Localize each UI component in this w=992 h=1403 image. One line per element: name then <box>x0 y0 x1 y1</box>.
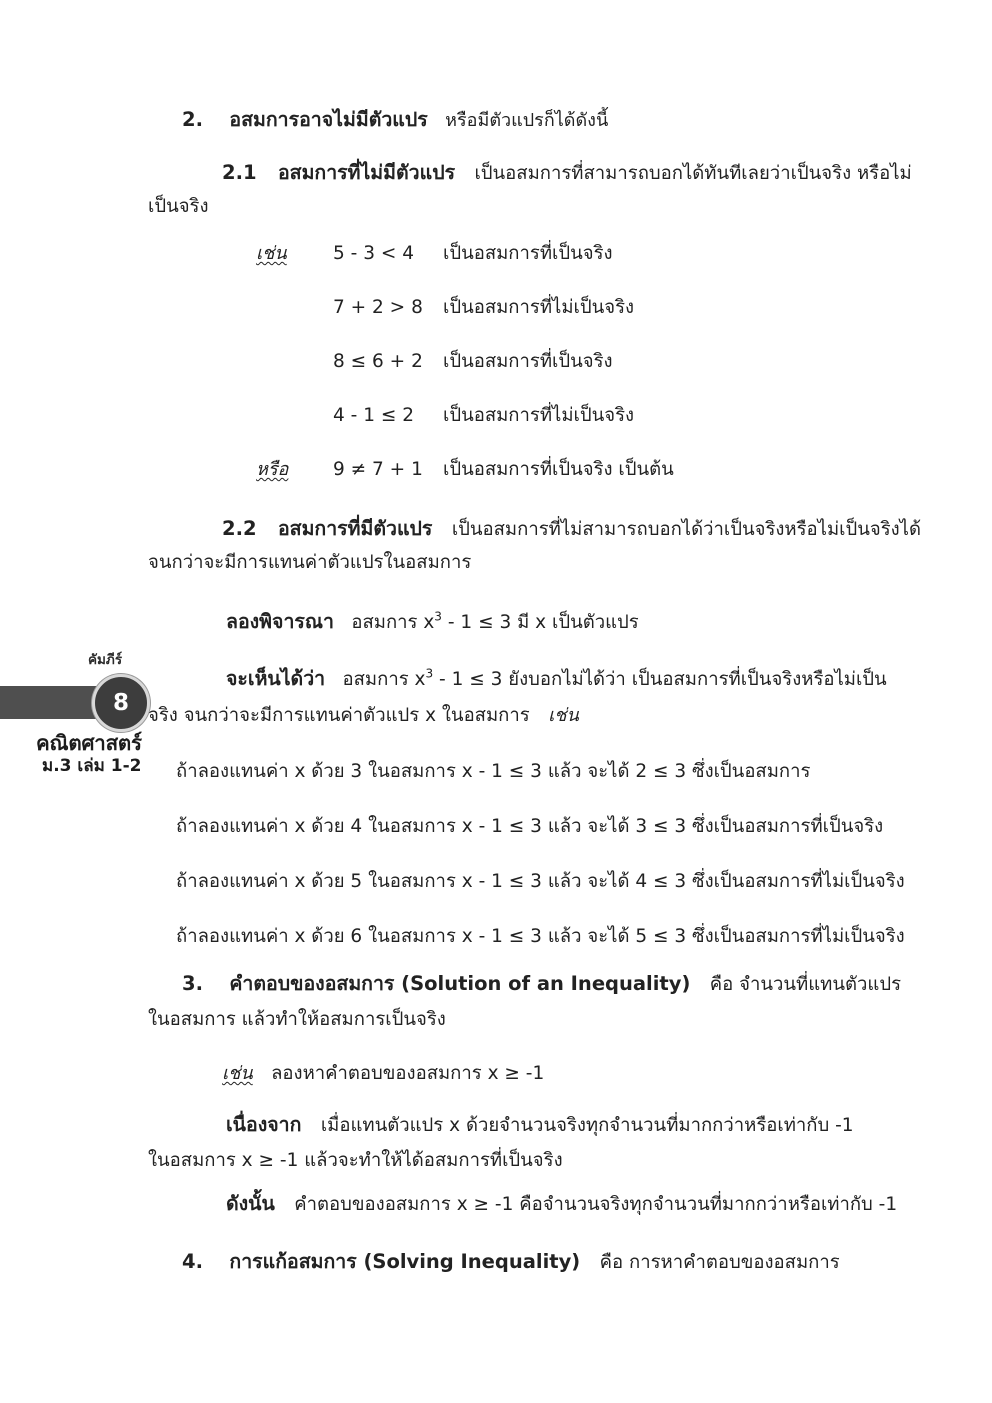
solution-example-line <box>222 1063 544 1084</box>
section-3-body-line1: คือ จำนวนที่แทนตัวแปร <box>709 974 902 995</box>
observe-text-after: - 1 ≤ 3 ยังบอกไม่ได้ว่า เป็นอสมการที่เป็นจริงหรือไม่เป็น <box>433 669 887 690</box>
example-description-5: เป็นอสมการที่เป็นจริง เป็นต้น <box>443 459 674 480</box>
section-4-number: 4. <box>182 1250 203 1273</box>
section-2-2-body-line2: จนกว่าจะมีการแทนค่าตัวแปรในอสมการ <box>148 552 472 573</box>
substitution-line-3: ถ้าลองแทนค่า x ด้วย 5 ในอสมการ x - 1 ≤ 3 แล้ว จะได้ 4 ≤ 3 ซึ่งเป็นอสมการที่ไม่เป็นจริง <box>176 871 905 892</box>
example-expression-4: 4 - 1 ≤ 2 <box>333 405 415 426</box>
example-label-rue: หรือ <box>256 459 289 480</box>
therefore-line <box>226 1194 897 1215</box>
section-3-number: 3. <box>182 972 203 995</box>
consider-text-before: อสมการ x <box>351 612 435 633</box>
page-number: 8 <box>112 689 129 716</box>
section-2-title: อสมการอาจไม่มีตัวแปร <box>229 108 428 131</box>
consider-line <box>226 609 639 633</box>
solution-example-label: เช่น <box>222 1063 253 1084</box>
section-2-1-title: อสมการที่ไม่มีตัวแปร <box>277 161 456 184</box>
section-4-heading <box>182 1252 840 1273</box>
page-number-badge <box>92 674 150 732</box>
because-line2: ในอสมการ x ≥ -1 แล้วจะทำให้ได้อสมการที่เป็นจริง <box>148 1150 563 1171</box>
example-description-2: เป็นอสมการที่ไม่เป็นจริง <box>443 297 635 318</box>
margin-tab-subject-subtitle: ม.3 เล่ม 1-2 <box>42 756 142 776</box>
consider-label: ลองพิจารณา <box>226 610 334 633</box>
section-3-body-line2: ในอสมการ แล้วทำให้อสมการเป็นจริง <box>148 1009 446 1030</box>
section-2-heading <box>182 110 608 130</box>
section-3-title: คำตอบของอสมการ (Solution of an Inequality) <box>229 972 691 995</box>
section-2-number: 2. <box>182 108 203 131</box>
observe-label: จะเห็นได้ว่า <box>226 667 326 690</box>
substitution-line-4: ถ้าลองแทนค่า x ด้วย 6 ในอสมการ x - 1 ≤ 3 แล้ว จะได้ 5 ≤ 3 ซึ่งเป็นอสมการที่ไม่เป็นจริง <box>176 926 905 947</box>
section-2-2-body-line1: เป็นอสมการที่ไม่สามารถบอกได้ว่าเป็นจริงหรือไม่เป็นจริงได้ <box>451 519 921 540</box>
example-description-1: เป็นอสมการที่เป็นจริง <box>443 243 613 264</box>
substitution-line-2: ถ้าลองแทนค่า x ด้วย 4 ในอสมการ x - 1 ≤ 3 แล้ว จะได้ 3 ≤ 3 ซึ่งเป็นอสมการที่เป็นจริง <box>176 816 884 837</box>
because-line1-text: เมื่อแทนตัวแปร x ด้วยจำนวนจริงทุกจำนวนที่มากกว่าหรือเท่ากับ -1 <box>320 1115 854 1136</box>
because-line1 <box>226 1115 854 1136</box>
margin-tab-top-label: คัมภีร์ <box>88 652 123 668</box>
observe-line2-italic: เช่น <box>548 705 579 726</box>
example-expression-1: 5 - 3 < 4 <box>333 243 415 264</box>
observe-line2-text: จริง จนกว่าจะมีการแทนค่าตัวแปร x ในอสมการ <box>148 705 530 726</box>
example-label-chen: เช่น <box>256 243 287 264</box>
therefore-label: ดังนั้น <box>226 1192 275 1215</box>
section-2-1-body-line2: เป็นจริง <box>148 196 209 217</box>
section-2-2-heading <box>222 519 921 540</box>
observe-line2 <box>148 705 579 726</box>
example-description-4: เป็นอสมการที่ไม่เป็นจริง <box>443 405 635 426</box>
observe-exponent: 3 <box>425 666 434 681</box>
section-2-1-number: 2.1 <box>222 161 257 184</box>
therefore-text: คำตอบของอสมการ x ≥ -1 คือจำนวนจริงทุกจำนวนที่มากกว่าหรือเท่ากับ -1 <box>294 1194 898 1215</box>
substitution-line-1: ถ้าลองแทนค่า x ด้วย 3 ในอสมการ x - 1 ≤ 3 แล้ว จะได้ 2 ≤ 3 ซึ่งเป็นอสมการ <box>176 761 811 782</box>
because-label: เนื่องจาก <box>226 1113 302 1136</box>
section-2-2-number: 2.2 <box>222 517 257 540</box>
section-4-body-text: คือ การหาคำตอบของอสมการ <box>599 1252 840 1273</box>
observe-line <box>226 666 887 690</box>
section-2-2-title: อสมการที่มีตัวแปร <box>277 517 433 540</box>
consider-text-after: - 1 ≤ 3 มี x เป็นตัวแปร <box>441 612 639 633</box>
example-expression-5: 9 ≠ 7 + 1 <box>333 459 423 480</box>
consider-exponent: 3 <box>434 609 442 624</box>
margin-tab-subject-title: คณิตศาสตร์ <box>36 731 142 755</box>
example-description-3: เป็นอสมการที่เป็นจริง <box>443 351 613 372</box>
section-2-1-heading <box>222 163 912 184</box>
section-4-title: การแก้อสมการ (Solving Inequality) <box>229 1250 581 1273</box>
example-expression-2: 7 + 2 > 8 <box>333 297 423 318</box>
example-expression-3: 8 ≤ 6 + 2 <box>333 351 423 372</box>
observe-text-before: อสมการ x <box>342 669 426 690</box>
solution-example-text: ลองหาคำตอบของอสมการ x ≥ -1 <box>271 1063 545 1084</box>
section-2-1-body-line1: เป็นอสมการที่สามารถบอกได้ทันทีเลยว่าเป็นจริง หรือไม่ <box>474 163 912 184</box>
section-2-subtitle: หรือมีตัวแปรก็ได้ดังนี้ <box>445 110 609 131</box>
section-3-heading <box>182 974 901 995</box>
